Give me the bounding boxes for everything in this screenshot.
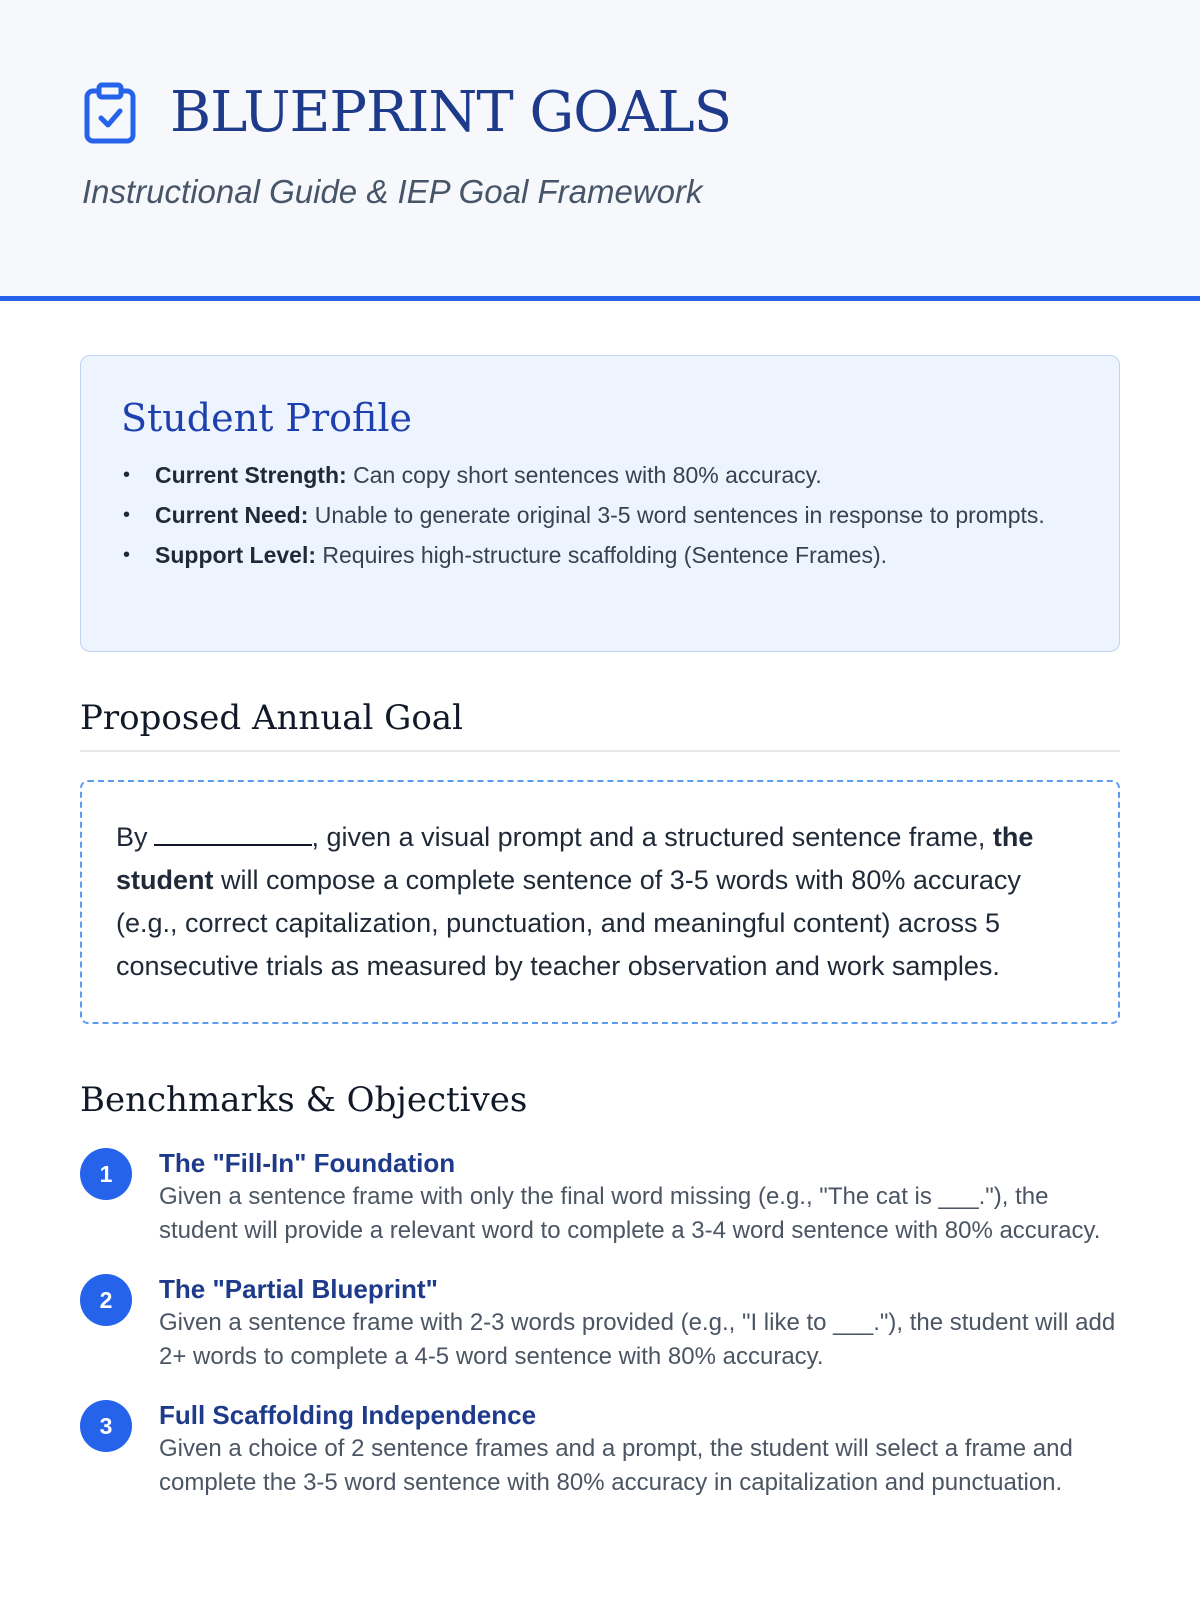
goal-prefix: By [116, 822, 148, 852]
benchmark-title: The "Partial Blueprint" [159, 1274, 438, 1304]
main-content [0, 301, 1200, 1500]
student-profile-list [121, 458, 1079, 572]
profile-item-support [121, 538, 1079, 572]
benchmark-body [159, 1146, 1120, 1248]
benchmarks-list [80, 1146, 1120, 1500]
benchmark-title: The "Fill-In" Foundation [159, 1148, 456, 1178]
profile-item-text: Can copy short sentences with 80% accuracy. [353, 462, 822, 488]
benchmark-description: Given a choice of 2 sentence frames and a prompt, the student will select a frame and complete the 3-5 word sentence with 80% accuracy in capitalization and punctuation. [159, 1435, 1073, 1496]
profile-item-text: Requires high-structure scaffolding (Sentence Frames). [322, 542, 888, 568]
bullet-icon: • [123, 464, 131, 486]
profile-item-label: Current Need: [155, 502, 309, 528]
goal-text-bold: the student [116, 822, 1034, 895]
profile-item-text: Unable to generate original 3-5 word sentences in response to prompts. [314, 502, 1045, 528]
profile-item-label: Current Strength: [155, 462, 347, 488]
student-profile-title: Student Profile [121, 396, 413, 440]
profile-item-need [121, 498, 1079, 532]
benchmark-number-badge: 2 [80, 1274, 132, 1326]
date-blank[interactable] [154, 818, 312, 846]
page-header [0, 0, 1200, 301]
profile-item-label: Support Level: [155, 542, 317, 568]
page-title: BLUEPRINT GOALS [170, 80, 732, 145]
bullet-icon: • [123, 504, 131, 526]
goal-text-part1: , given a visual prompt and a structured sentence frame, [311, 822, 986, 852]
clipboard-check-icon [82, 82, 138, 144]
benchmark-item [80, 1146, 1120, 1248]
profile-item-strength [121, 458, 1079, 492]
student-profile-card [80, 355, 1120, 652]
goal-text-part2: will compose a complete sentence of 3-5 words with 80% accuracy (e.g., correct capitalization, punctuation, and meaningful content) across 5 consecutive trials as measured by teacher observation and work samples. [116, 865, 1021, 981]
benchmark-number-badge: 1 [80, 1148, 132, 1200]
page-subtitle: Instructional Guide & IEP Goal Framework [82, 173, 703, 210]
benchmark-body [159, 1398, 1120, 1500]
title-row [82, 80, 1118, 145]
benchmark-description: Given a sentence frame with only the final word missing (e.g., "The cat is ___."), the student will provide a relevant word to complete a 3-4 word sentence with 80% accuracy. [159, 1183, 1101, 1244]
benchmark-description: Given a sentence frame with 2-3 words provided (e.g., "I like to ___."), the student will add 2+ words to complete a 4-5 word sentence with 80% accuracy. [159, 1309, 1116, 1370]
annual-goal-box [80, 780, 1120, 1024]
benchmark-title: Full Scaffolding Independence [159, 1400, 537, 1430]
benchmark-item [80, 1398, 1120, 1500]
annual-goal-heading: Proposed Annual Goal [80, 698, 1120, 752]
benchmarks-heading: Benchmarks & Objectives [80, 1080, 528, 1120]
bullet-icon: • [123, 544, 131, 566]
benchmark-body [159, 1272, 1120, 1374]
benchmark-number-badge: 3 [80, 1400, 132, 1452]
benchmark-item [80, 1272, 1120, 1374]
